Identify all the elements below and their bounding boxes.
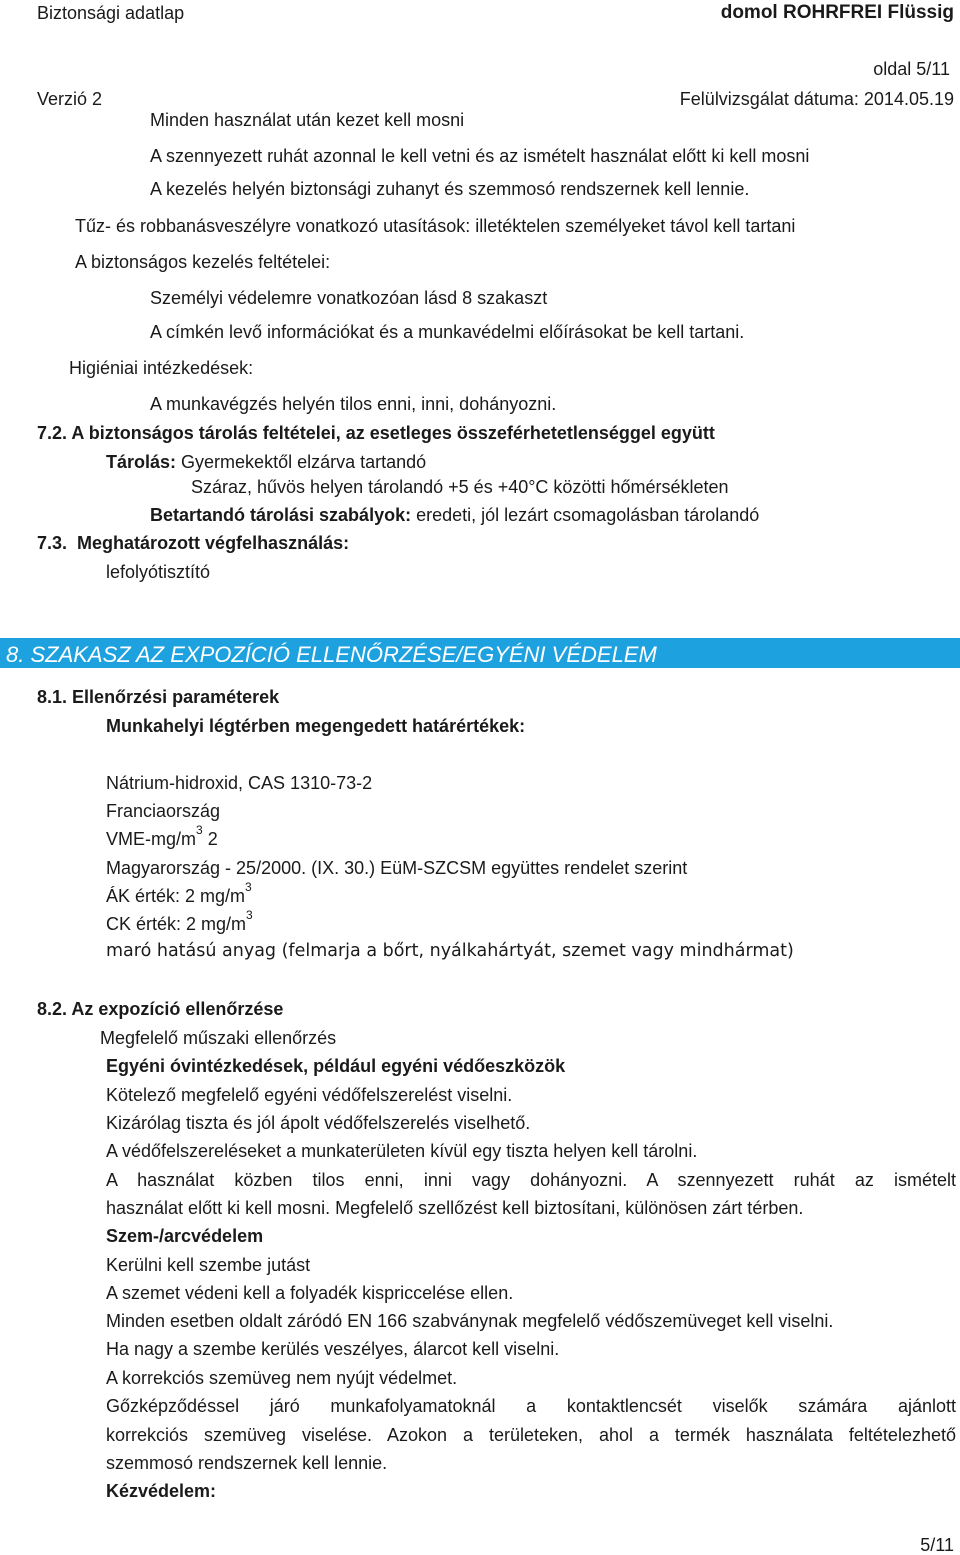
safety-shower-text: A kezelés helyén biztonsági zuhanyt és szemmosó rendszernek kell lennie.: [150, 179, 750, 199]
safe-handling-label: A biztonságos kezelés feltételei:: [75, 252, 331, 272]
eye-line-3: Minden esetben oldalt záródó EN 166 szabványnak megfelelő védőszemüveget kell viselni.: [106, 1311, 834, 1331]
technical-control: Megfelelő műszaki ellenőrzés: [100, 1028, 337, 1048]
section-8-1-heading: 8.1. Ellenőrzési paraméterek: [37, 687, 280, 707]
country-france: Franciaország: [106, 801, 221, 821]
storage-rules: Betartandó tárolási szabályok: eredeti, jól lezárt csomagolásban tárolandó: [150, 505, 760, 525]
wash-hands-text: Minden használat után kezet kell mosni: [150, 110, 465, 130]
version: Verzió 2: [37, 89, 103, 109]
corrosive-note: maró hatású anyag (felmarja a bőrt, nyálkahártyát, szemet vagy mindhármat): [106, 941, 794, 961]
vme-limit: VME-$mg/m^3$ 2: [106, 823, 218, 849]
section-8-title: 8. SZAKASZ AZ EXPOZÍCIÓ ELLENŐRZÉSE/EGYÉNI VÉDELEM: [6, 642, 657, 667]
hungary-regulation: Magyarország - 25/2000. (IX. 30.) EüM-SZCSM együttes rendelet szerint: [106, 858, 688, 878]
footer-page-number: 5/11: [920, 1535, 954, 1555]
eye-line-6a: Gőzképződéssel járó munkafolyamatoknál a kontaktlencsét viselők számára ajánlott: [106, 1396, 956, 1416]
contaminated-clothing-text: A szennyezett ruhát azonnal le kell vetni és az ismételt használat előtt ki kell mosni: [150, 146, 810, 166]
page-number: oldal 5/11: [873, 59, 950, 79]
eye-line-2: A szemet védeni kell a folyadék kispriccelése ellen.: [106, 1283, 514, 1303]
ak-limit: ÁK érték: 2 $mg/m^3$: [106, 880, 252, 906]
storage-temperature: Száraz, hűvös helyen tárolandó +5 és +40°C közötti hőmérsékleten: [191, 477, 729, 497]
section-8-2-heading: 8.2. Az expozíció ellenőrzése: [37, 999, 284, 1019]
substance-name: Nátrium-hidroxid, CAS 1310-73-2: [106, 773, 373, 793]
section-7-3-heading: 7.3. Meghatározott végfelhasználás:: [37, 533, 350, 553]
storage-line: Tárolás: Gyermekektől elzárva tartandó: [106, 452, 427, 472]
eye-line-6c: szemmosó rendszernek kell lennie.: [106, 1453, 388, 1473]
label-info-text: A címkén levő információkat és a munkavédelmi előírásokat be kell tartani.: [150, 322, 745, 342]
eye-line-5: A korrekciós szemüveg nem nyújt védelmet.: [106, 1368, 458, 1388]
section-7-2-heading: 7.2. A biztonságos tárolás feltételei, az esetleges összeférhetetlenséggel együtt: [37, 423, 715, 443]
eye-line-6b: korrekciós szemüveg viselése. Azokon a területeken, ahol a termék használata feltételezhető: [106, 1425, 956, 1445]
end-use-text: lefolyótisztító: [106, 562, 211, 582]
ck-limit: CK érték: 2 $mg/m^3$: [106, 908, 253, 934]
fire-instructions: Tűz- és robbanásveszélyre vonatkozó utasítások: illetéktelen személyeket távol kell tartani: [75, 216, 796, 236]
eye-line-1: Kerülni kell szembe jutást: [106, 1255, 311, 1275]
ppe-line-2: Kizárólag tiszta és jól ápolt védőfelszerelés viselhető.: [106, 1113, 531, 1133]
hand-protection-title: Kézvédelem:: [106, 1481, 217, 1501]
doc-type: Biztonsági adatlap: [37, 3, 185, 23]
hygiene-label: Higiéniai intézkedések:: [69, 358, 254, 378]
eye-protection-title: Szem-/arcvédelem: [106, 1226, 264, 1246]
revision-date: Felülvizsgálat dátuma: 2014.05.19: [679, 89, 954, 109]
ppe-reference: Személyi védelemre vonatkozóan lásd 8 szakaszt: [150, 288, 548, 308]
ppe-line-1: Kötelező megfelelő egyéni védőfelszerelést viselni.: [106, 1085, 513, 1105]
ppe-line-4b: használat előtt ki kell mosni. Megfelelő szellőzést kell biztosítani, különösen zárt térben.: [106, 1198, 804, 1218]
eye-line-4: Ha nagy a szembe kerülés veszélyes, álarcot kell viselni.: [106, 1339, 560, 1359]
personal-protection-title: Egyéni óvintézkedések, például egyéni védőeszközök: [106, 1056, 566, 1076]
product-name: domol ROHRFREI Flüssig: [720, 2, 954, 23]
no-eating-text: A munkavégzés helyén tilos enni, inni, dohányozni.: [150, 394, 557, 414]
section-8-banner: [0, 638, 960, 668]
exposure-limits-title: Munkahelyi légtérben megengedett határértékek:: [106, 716, 526, 736]
ppe-line-3: A védőfelszereléseket a munkaterületen kívül egy tiszta helyen kell tárolni.: [106, 1141, 698, 1161]
ppe-line-4a: A használat közben tilos enni, inni vagy dohányozni. A szennyezett ruhát az ismételt: [106, 1170, 956, 1190]
